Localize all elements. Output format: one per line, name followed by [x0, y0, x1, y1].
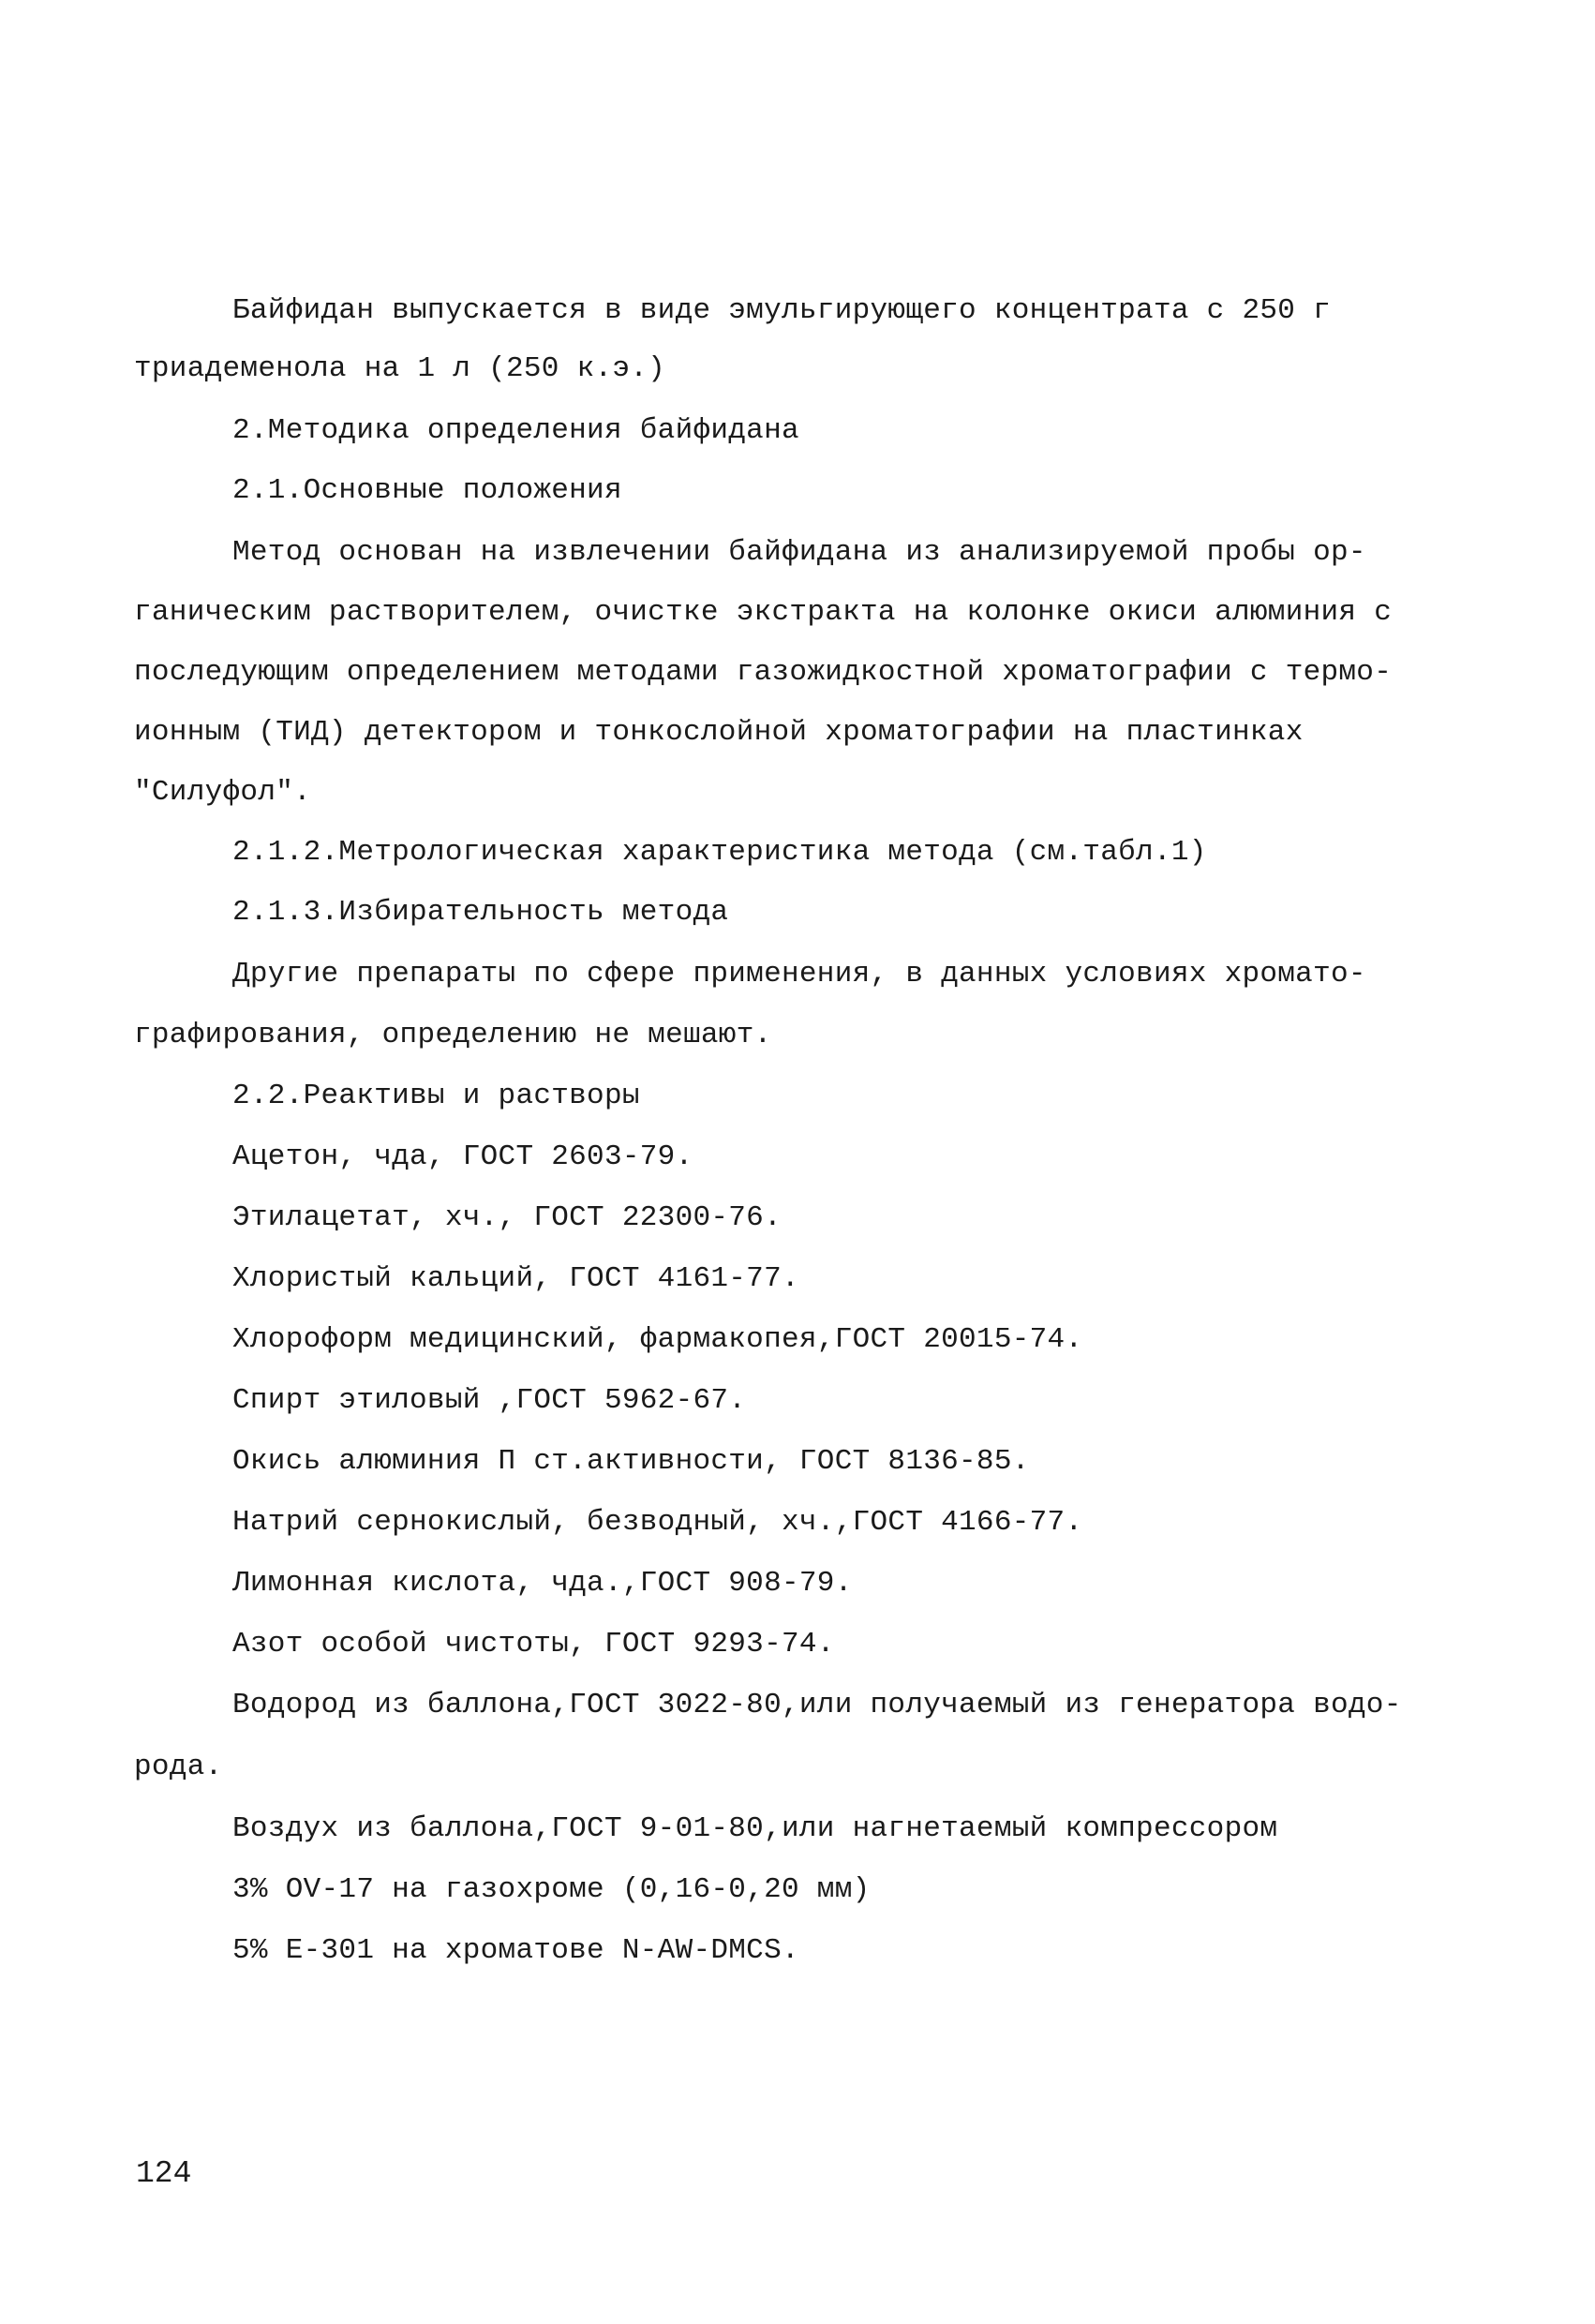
paragraph-intro-line-1: Байфидан выпускается в виде эмульгирующего концентрата с 250 г	[232, 294, 1331, 327]
selectivity-paragraph-line-2: графирования, определению не мешают.	[134, 1019, 772, 1051]
reagent-item: 3% OV-17 на газохроме (0,16-0,20 мм)	[232, 1873, 871, 1906]
reagent-item: Спирт этиловый ,ГОСТ 5962-67.	[232, 1384, 747, 1417]
reagent-item: Ацетон, чда, ГОСТ 2603-79.	[232, 1140, 693, 1173]
reagent-item: 5% E-301 на хроматове N-AW-DMCS.	[232, 1934, 799, 1967]
reagent-item: Окись алюминия П ст.активности, ГОСТ 8136-85.	[232, 1445, 1030, 1478]
section-heading-2-2: 2.2.Реактивы и растворы	[232, 1080, 640, 1112]
section-heading-2-1-3: 2.1.3.Избирательность метода	[232, 896, 729, 929]
reagent-item: Хлористый кальций, ГОСТ 4161-77.	[232, 1262, 799, 1295]
reagent-item: Этилацетат, хч., ГОСТ 22300-76.	[232, 1201, 782, 1234]
reagent-item: Хлороформ медицинский, фармакопея,ГОСТ 20015-74.	[232, 1323, 1083, 1356]
reagent-item: Натрий сернокислый, безводный, хч.,ГОСТ 4166-77.	[232, 1506, 1083, 1539]
method-paragraph-line-5: "Силуфол".	[134, 776, 312, 809]
paragraph-intro-line-2: триадеменола на 1 л (250 к.э.)	[134, 352, 666, 385]
method-paragraph-line-3: последующим определением методами газожидкостной хроматографии с термо-	[134, 656, 1393, 689]
method-paragraph-line-1: Метод основан на извлечении байфидана из анализируемой пробы ор-	[232, 536, 1366, 569]
section-heading-2-1-2: 2.1.2.Метрологическая характеристика метода (см.табл.1)	[232, 836, 1207, 869]
reagent-item: Воздух из баллона,ГОСТ 9-01-80,или нагнетаемый компрессором	[232, 1812, 1278, 1845]
method-paragraph-line-4: ионным (ТИД) детектором и тонкослойной хроматографии на пластинках	[134, 716, 1304, 749]
section-heading-2: 2.Методика определения байфидана	[232, 414, 799, 447]
reagent-item: Водород из баллона,ГОСТ 3022-80,или получаемый из генератора водо-	[232, 1689, 1402, 1721]
reagent-item: Лимонная кислота, чда.,ГОСТ 908-79.	[232, 1567, 853, 1600]
method-paragraph-line-2: ганическим растворителем, очистке экстракта на колонке окиси алюминия с	[134, 596, 1393, 629]
reagent-item: Азот особой чистоты, ГОСТ 9293-74.	[232, 1628, 835, 1661]
page-number: 124	[136, 2156, 192, 2191]
reagent-item-continuation: рода.	[134, 1750, 223, 1783]
section-heading-2-1: 2.1.Основные положения	[232, 474, 622, 507]
selectivity-paragraph-line-1: Другие препараты по сфере применения, в данных условиях хромато-	[232, 958, 1366, 991]
